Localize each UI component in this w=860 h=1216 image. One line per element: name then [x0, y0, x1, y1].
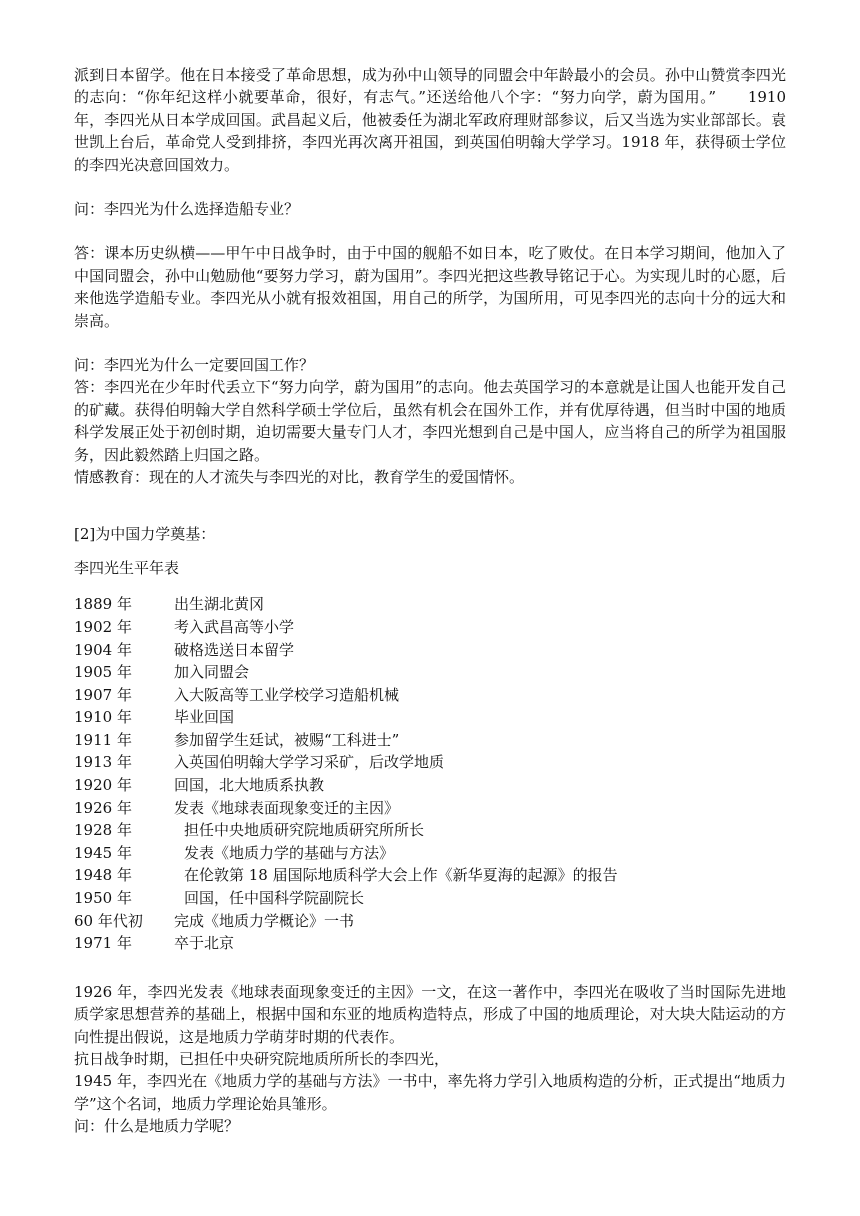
- timeline-row: [74, 932, 786, 955]
- timeline-year: 1971 年: [74, 934, 132, 953]
- timeline-event: 入英国伯明翰大学学习采矿，后改学地质: [174, 753, 445, 772]
- timeline-row: [74, 797, 786, 820]
- timeline-event: 毕业回国: [174, 708, 235, 727]
- timeline-row: [74, 864, 786, 887]
- timeline-year: 1920 年: [74, 776, 132, 795]
- answer-shipbuilding: 答：课本历史纵横——甲午中日战争时，由于中国的舰船不如日本，吃了败仗。在日本学习期间，他加入了中国同盟会，孙中山勉励他“要努力学习，蔚为国用”。李四光把这些教导铭记于心。为实现儿时的心愿，后来他选学造船专业。李四光从小就有报效祖国，用自己的所学，为国所用，可见李四光的志向十分的远大和崇高。: [74, 244, 786, 330]
- timeline-event: 担任中央地质研究院地质研究所所长: [184, 821, 425, 840]
- timeline-year: 1948 年: [74, 866, 132, 885]
- timeline-year: 1910 年: [74, 708, 132, 727]
- emotion-education: 情感教育：现在的人才流失与李四光的对比，教育学生的爱国情怀。: [74, 468, 525, 487]
- section-heading: [2]为中国力学奠基：: [74, 524, 216, 543]
- timeline-row: [74, 639, 786, 662]
- timeline-event: 参加留学生廷试，被赐“工科进士”: [174, 730, 400, 749]
- timeline-row: [74, 774, 786, 797]
- timeline-event: 入大阪高等工业学校学习造船机械: [174, 685, 400, 704]
- timeline-year: 1905 年: [74, 663, 132, 682]
- timeline-year: 1911 年: [74, 730, 132, 749]
- timeline-year: 1904 年: [74, 640, 132, 659]
- timeline-year: 1945 年: [74, 843, 132, 862]
- timeline-event: 破格选送日本留学: [174, 640, 295, 659]
- document-page: [74, 64, 786, 1138]
- intro-paragraph: 派到日本留学。他在日本接受了革命思想，成为孙中山领导的同盟会中年龄最小的会员。孙中山赞赏李四光的志向：“你年纪这样小就要革命，很好，有志气。”还送给他八个字：“努力向学，蔚为国用。” 1910 年，李四光从日本学成回国。武昌起义后，他被委任为湖北军政府理财部参议，后又当选为实业部部长。袁世凯上台后，革命党人受到排挤，李四光再次离开祖国，到英国伯明翰大学学习。1918 年，获得硕士学位的李四光决意回国效力。: [74, 66, 786, 174]
- timeline-event: 发表《地球表面现象变迁的主因》: [174, 798, 400, 817]
- timeline-row: [74, 819, 786, 842]
- timeline-row: [74, 842, 786, 865]
- timeline-event: 加入同盟会: [174, 663, 250, 682]
- timeline-row: [74, 593, 786, 616]
- timeline-title: 李四光生平年表: [74, 558, 180, 577]
- answer-return-home: 答：李四光在少年时代丢立下“努力向学，蔚为国用”的志向。他去英国学习的本意就是让国人也能开发自己的矿藏。获得伯明翰大学自然科学硕士学位后，虽然有机会在国外工作，并有优厚待遇，但当时中国的地质科学发展正处于初创时期，迫切需要大量专门人才，李四光想到自己是中国人，应当将自己的所学为祖国服务，因此毅然踏上归国之路。: [74, 378, 786, 464]
- timeline-year: 1950 年: [74, 889, 132, 908]
- paragraph-wartime: 抗日战争时期，已担任中央研究院地质所所长的李四光，: [74, 1050, 450, 1069]
- timeline-row: [74, 661, 786, 684]
- timeline-event: 发表《地质力学的基础与方法》: [184, 843, 395, 862]
- question-geomechanics: 问：什么是地质力学呢？: [74, 1117, 240, 1136]
- timeline-year: 1907 年: [74, 685, 132, 704]
- timeline-event: 完成《地质力学概论》一书: [174, 911, 355, 930]
- paragraph-1945: 1945 年，李四光在《地质力学的基础与方法》一书中，率先将力学引入地质构造的分析，正式提出“地质力学”这个名词，地质力学理论始具雏形。: [74, 1072, 786, 1113]
- timeline-row: [74, 706, 786, 729]
- timeline-row: [74, 910, 786, 933]
- timeline-row: [74, 616, 786, 639]
- timeline-year: 60 年代初: [74, 911, 143, 930]
- timeline-row: [74, 751, 786, 774]
- timeline-event: 卒于北京: [174, 934, 235, 953]
- timeline-event: 出生湖北黄冈: [174, 595, 265, 614]
- timeline-event: 回国，任中国科学院副院长: [184, 889, 365, 908]
- timeline-year: 1902 年: [74, 617, 132, 636]
- timeline-year: 1926 年: [74, 798, 132, 817]
- timeline-event: 考入武昌高等小学: [174, 617, 295, 636]
- question-return-home: 问：李四光为什么一定要回国工作？: [74, 356, 315, 375]
- question-shipbuilding: 问：李四光为什么选择造船专业？: [74, 200, 300, 219]
- paragraph-1926: 1926 年，李四光发表《地球表面现象变迁的主因》一文，在这一著作中，李四光在吸收了当时国际先进地质学家思想营养的基础上，根据中国和东亚的地质构造特点，形成了中国的地质理论，对大块大陆运动的方向性提出假说，这是地质力学萌芽时期的代表作。: [74, 982, 786, 1046]
- timeline-table: [74, 593, 786, 955]
- timeline-year: 1889 年: [74, 595, 132, 614]
- timeline-row: [74, 887, 786, 910]
- timeline-event: 在伦敦第 18 届国际地质科学大会上作《新华夏海的起源》的报告: [184, 866, 618, 885]
- timeline-row: [74, 729, 786, 752]
- timeline-year: 1928 年: [74, 821, 132, 840]
- timeline-year: 1913 年: [74, 753, 132, 772]
- timeline-row: [74, 684, 786, 707]
- timeline-event: 回国，北大地质系执教: [174, 776, 325, 795]
